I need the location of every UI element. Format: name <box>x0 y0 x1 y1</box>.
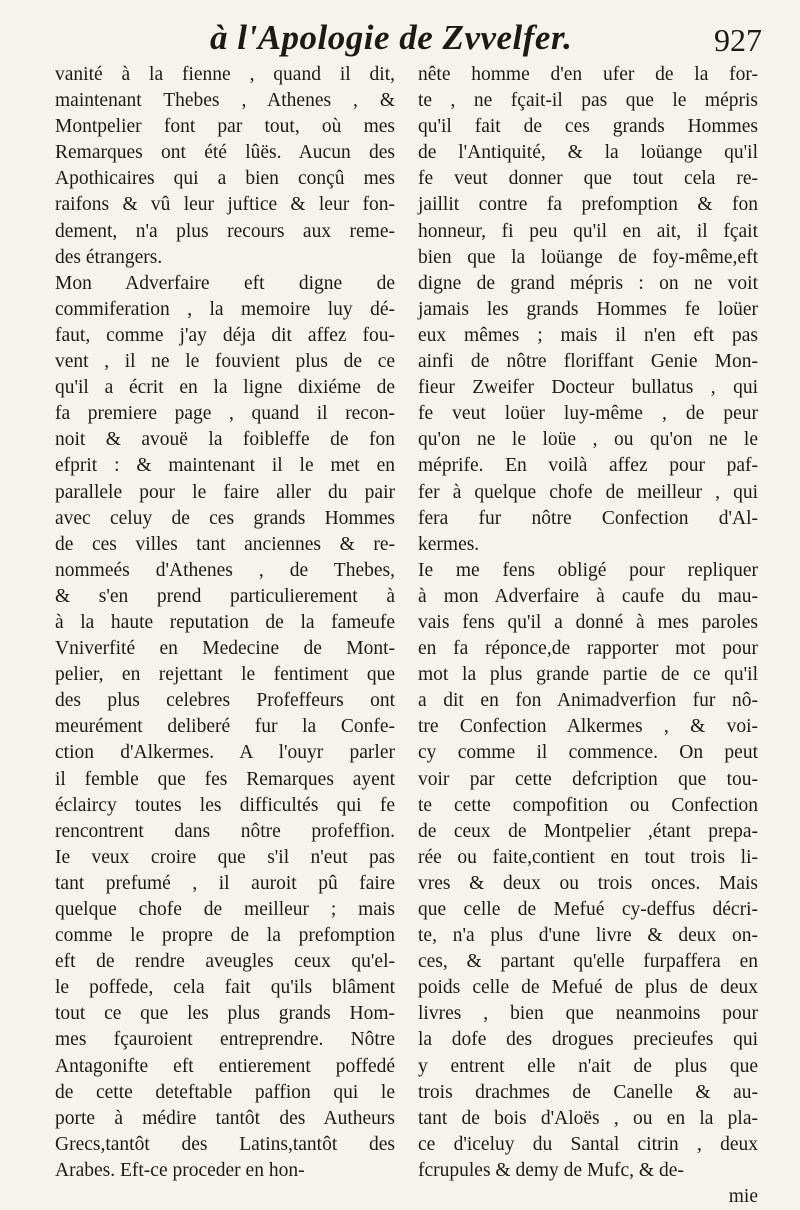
text-line: te, n'a plus d'une livre & deux on- <box>418 925 758 947</box>
text-line: raifons & vû leur juftice & leur fon- <box>55 194 395 216</box>
text-line: livres , bien que neanmoins pour <box>418 1003 758 1025</box>
text-line: il femble que fes Remarques ayent <box>55 768 395 790</box>
text-line: nommeés d'Athenes , de Thebes, <box>55 559 395 581</box>
text-line: de cette deteftable paffion qui le <box>55 1081 395 1103</box>
text-line: fieur Zweifer Docteur bullatus , qui <box>418 377 758 399</box>
text-line: Mon Adverfaire eft digne de <box>55 272 395 294</box>
text-line: Vniverfité en Medecine de Mont- <box>55 638 395 660</box>
text-line: dement, n'a plus recours aux reme- <box>55 220 395 242</box>
text-line: voir par cette defcription que tou- <box>418 768 758 790</box>
text-line: de ces villes tant anciennes & re- <box>55 533 395 555</box>
text-line: rée ou faite,contient en tout trois li- <box>418 846 758 868</box>
text-line: maintenant Thebes , Athenes , & <box>55 90 395 112</box>
left-text-column <box>55 62 395 1184</box>
text-line: digne de grand mépris : on ne voit <box>418 272 758 294</box>
text-line: meurément deliberé fur la Confe- <box>55 716 395 738</box>
text-line: que celle de Mefué cy-deffus décri- <box>418 899 758 920</box>
text-line: te cette compofition ou Confection <box>418 794 758 816</box>
text-line: fe veut loüer luy-même , de peur <box>418 403 758 425</box>
text-line: fera fur nôtre Confection d'Al- <box>418 507 758 529</box>
text-line: ces, & partant qu'elle furpaffera en <box>418 951 758 973</box>
text-line: comme le propre de la prefomption <box>55 925 395 947</box>
text-line: Grecs,tantôt des Latins,tantôt des <box>55 1133 395 1155</box>
text-line: parallele pour le faire aller du pair <box>55 481 395 503</box>
text-line: avec celuy de ces grands Hommes <box>55 507 395 529</box>
text-line: rencontrent dans nôtre profeffion. <box>55 820 395 842</box>
text-line: fcrupules & demy de Mufc, & de- <box>418 1159 684 1181</box>
text-line: tre Confection Alkermes , & voi- <box>418 716 758 738</box>
text-line: qu'il a écrit en la ligne dixiéme de <box>55 377 395 399</box>
text-line: le poffede, cela fait qu'ils blâment <box>55 977 395 999</box>
page-number: 927 <box>714 22 762 58</box>
text-line: poids celle de Mefué de plus de deux <box>418 977 758 999</box>
text-line: fe veut donner que tout cela re- <box>418 168 758 190</box>
running-title: à l'Apologie de Zvvelfer. <box>210 18 573 57</box>
right-text-column <box>418 62 758 1210</box>
text-line: nête homme d'en ufer de la for- <box>418 64 758 85</box>
text-line: de l'Antiquité, & la loüange qu'il <box>418 142 758 164</box>
text-line: faut, comme j'ay déja dit affez fou- <box>55 324 395 346</box>
text-line: & s'en prend particulierement à <box>55 585 395 607</box>
text-line: qu'on ne le loüe , ou qu'on ne le <box>418 429 758 451</box>
text-line: Apothicaires qui a bien conçû mes <box>55 168 395 190</box>
text-line: noit & avouë la foibleffe de fon <box>55 429 395 451</box>
text-line: trois drachmes de Canelle & au- <box>418 1081 758 1103</box>
text-line: vres & deux ou trois onces. Mais <box>418 872 758 894</box>
text-line: Arabes. Eft-ce proceder en hon- <box>55 1159 305 1181</box>
page-header <box>0 14 800 64</box>
text-line: des étrangers. <box>55 246 163 268</box>
text-line: quelque chofe de meilleur ; mais <box>55 899 395 920</box>
text-line: pelier, en rejettant le fentiment que <box>55 664 395 686</box>
text-line: ction d'Alkermes. A l'ouyr parler <box>55 742 395 764</box>
text-line: mot la plus grande partie de ce qu'il <box>418 664 758 686</box>
text-line: cy comme il commence. On peut <box>418 742 758 764</box>
text-line: tout ce que les plus grands Hom- <box>55 1003 395 1025</box>
text-line: y entrent elle n'ait de plus que <box>418 1055 758 1077</box>
text-line: ce d'iceluy du Santal citrin , deux <box>418 1133 758 1155</box>
text-line: a dit en fon Animadverfion fur nô- <box>418 690 758 712</box>
text-line: ainfi de nôtre floriffant Genie Mon- <box>418 351 758 373</box>
text-line: Antagonifte eft entierement poffedé <box>55 1055 395 1077</box>
text-line: de ceux de Montpelier ,étant prepa- <box>418 820 758 842</box>
text-line: fa premiere page , quand il recon- <box>55 403 395 425</box>
text-line: Ie me fens obligé pour repliquer <box>418 559 758 581</box>
text-line: tant prefumé , il auroit pû faire <box>55 872 395 894</box>
text-line: à mon Adverfaire à caufe du mau- <box>418 585 758 607</box>
text-line: à la haute reputation de la fameufe <box>55 611 395 633</box>
text-line: en fa réponce,de rapporter mot pour <box>418 638 758 660</box>
text-line: eft de rendre aveugles ceux qu'el- <box>55 951 395 973</box>
text-line: la dofe des drogues precieufes qui <box>418 1029 758 1051</box>
text-line: jaillit contre fa prefomption & fon <box>418 194 758 216</box>
text-line: des plus celebres Profeffeurs ont <box>55 690 395 712</box>
catchword: mie <box>728 1186 758 1208</box>
text-line: honneur, fi peu qu'il en ait, il fçait <box>418 220 758 242</box>
text-line: éclaircy toutes les difficultés qui fe <box>55 794 395 816</box>
text-line: bien que la loüange de foy-même,eft <box>418 246 758 268</box>
text-line: Remarques ont été lûës. Aucun des <box>55 142 395 164</box>
text-line: te , ne fçait-il pas que le mépris <box>418 90 758 112</box>
text-line: porte à médire tantôt des Autheurs <box>55 1107 395 1129</box>
text-line: eux mêmes ; mais il n'en eft pas <box>418 324 758 346</box>
text-line: jamais les grands Hommes fe loüer <box>418 298 758 320</box>
text-line: tant de bois d'Aloës , ou en la pla- <box>418 1107 758 1129</box>
text-line: Ie veux croire que s'il n'eut pas <box>55 846 395 868</box>
text-line: efprit : & maintenant il le met en <box>55 455 395 477</box>
text-line: fer à quelque chofe de meilleur , qui <box>418 481 758 503</box>
text-line: commiferation , la memoire luy dé- <box>55 298 395 320</box>
text-line: kermes. <box>418 533 480 555</box>
text-line: vais fens qu'il a donné à mes paroles <box>418 611 758 633</box>
text-line: mes fçauroient entreprendre. Nôtre <box>55 1029 395 1051</box>
text-line: méprife. En voilà affez pour paf- <box>418 455 758 477</box>
text-line: vanité à la fienne , quand il dit, <box>55 64 395 85</box>
text-line: qu'il fait de ces grands Hommes <box>418 116 758 138</box>
text-line: vent , il ne le fouvient plus de ce <box>55 351 395 373</box>
text-line: Montpelier font par tout, où mes <box>55 116 395 138</box>
